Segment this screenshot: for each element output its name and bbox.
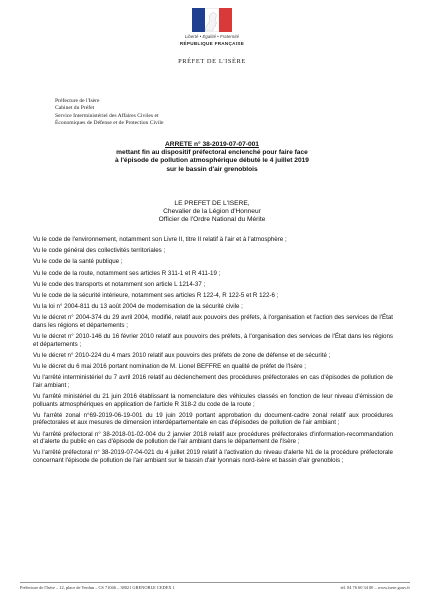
sender-line: Économiques de Défense et de Protection Civile [55,120,164,127]
footer-address: Préfecture de l'Isère – 12, place de Verdun – CS 71046 – 38021 GRENOBLE CEDEX 1 [20,585,175,590]
page-footer [20,582,410,590]
footer-contact: tél. 04 76 60 34 00 – www.isere.gouv.fr [340,585,410,590]
legal-reference: Vu le code de l'environnement, notamment son Livre II, titre II relatif à l'air et à l'atmosphère ; [33,236,287,243]
legal-reference: Vu le décret du 6 mai 2016 portant nomination de M. Lionel BEFFRE en qualité de préfet de l'Isère ; [33,363,307,371]
legal-reference: Vu le code de la route, notamment ses articles R 311-1 et R 411-19 ; [33,269,221,277]
sender-line: Cabinet du Préfet [55,105,95,112]
authority-line: Officier de l'Ordre National du Mérite [158,216,266,224]
sender-line: Service Interministériel des Affaires Civiles et [55,112,159,119]
legal-reference: Vu l'arrêté préfectoral n° 38-2019-07-04-021 du 4 juillet 2019 relatif à l'activation du niveau d'alerte N1 de la procédure préfectorale concernant l'épisode de pollution de l'air ambiant sur le bassin d'air lyonnais nord-isère et bassin d'air grenoblois ; [33,449,393,464]
legal-reference: Vu l'arrêté zonal n°69-2019-06-19-001 du 19 juin 2019 portant approbation du document-cadre zonal relatif aux procédures préfectorales et aux mesures de dimension interdépartementale en cas d'épisodes de pollution de l'air ambiant ; [33,411,393,427]
legal-reference: Vu le décret n° 2010-224 du 4 mars 2010 relatif aux pouvoirs des préfets de zone de défense et de sécurité ; [33,351,331,359]
decree-title [0,141,424,174]
decree-title-line: à l'épisode de pollution atmosphérique débuté le 4 juillet 2019 [115,157,309,165]
legal-references [33,236,393,468]
legal-reference: Vu le code des transports et notamment son article L 1214-37 ; [33,280,206,288]
sender-line: Préfecture de l'Isère [55,98,100,104]
legal-reference: Vu le décret n° 2010-146 du 16 février 2010 relatif aux pouvoirs des préfets, à l'organisation des services de l'État dans les régions et départements ; [33,333,393,348]
republic-motto: Liberté • Égalité • Fraternité [184,34,240,39]
legal-reference: Vu l'arrêté interministériel du 7 avril 2016 relatif au déclenchement des procédures préfectorales en cas d'épisodes de pollution de l'air ambiant ; [33,374,393,389]
legal-reference: Vu l'arrêté préfectoral n° 38-2018-01-02-004 du 2 janvier 2018 relatif aux procédures préfectorales d'information-recommandation et d'alerte du public en cas d'épisode de pollution de l'air ambiant dans le département de l'Isère ; [33,430,393,446]
legal-reference: Vu le code de la sécurité intérieure, notamment ses articles R 122-4, R 122-5 et R 122-6 ; [33,291,279,299]
legal-reference: Vu l'arrêté ministériel du 21 juin 2016 établissant la nomenclature des véhicules classés en fonction de leur niveau d'émission de polluants atmosphériques en application de l'article R 318-2 du code de la route ; [33,393,393,408]
marianne-profile-icon [201,11,223,31]
prefet-header: PRÉFET DE L'ISÈRE [178,58,246,65]
authority-block [0,200,424,225]
marianne-logo [176,8,248,52]
decree-reference: ARRETE n° 38-2019-07-07-001 [165,141,259,148]
decree-title-line: sur le bassin d'air grenoblois [166,165,258,173]
authority-line: Chevalier de la Légion d'Honneur [163,208,261,216]
republic-name: RÉPUBLIQUE FRANÇAISE [179,41,245,46]
authority-line: LE PREFET DE L'ISERE, [174,200,250,207]
decree-title-line: mettant fin au dispositif préfectoral enclenché pour faire face [116,149,308,157]
legal-reference: Vu le code de la santé publique ; [33,258,123,266]
legal-reference: Vu le code général des collectivités territoriales ; [33,247,166,255]
legal-reference: Vu le décret n° 2004-374 du 29 avril 2004, modifié, relatif aux pouvoirs des préfets, à l'organisation et l'action des services de l'État dans les régions et départements ; [33,314,393,329]
sender-block [55,98,163,128]
legal-reference: Vu la loi n° 2004-811 du 13 août 2004 de modernisation de la sécurité civile ; [33,303,243,311]
